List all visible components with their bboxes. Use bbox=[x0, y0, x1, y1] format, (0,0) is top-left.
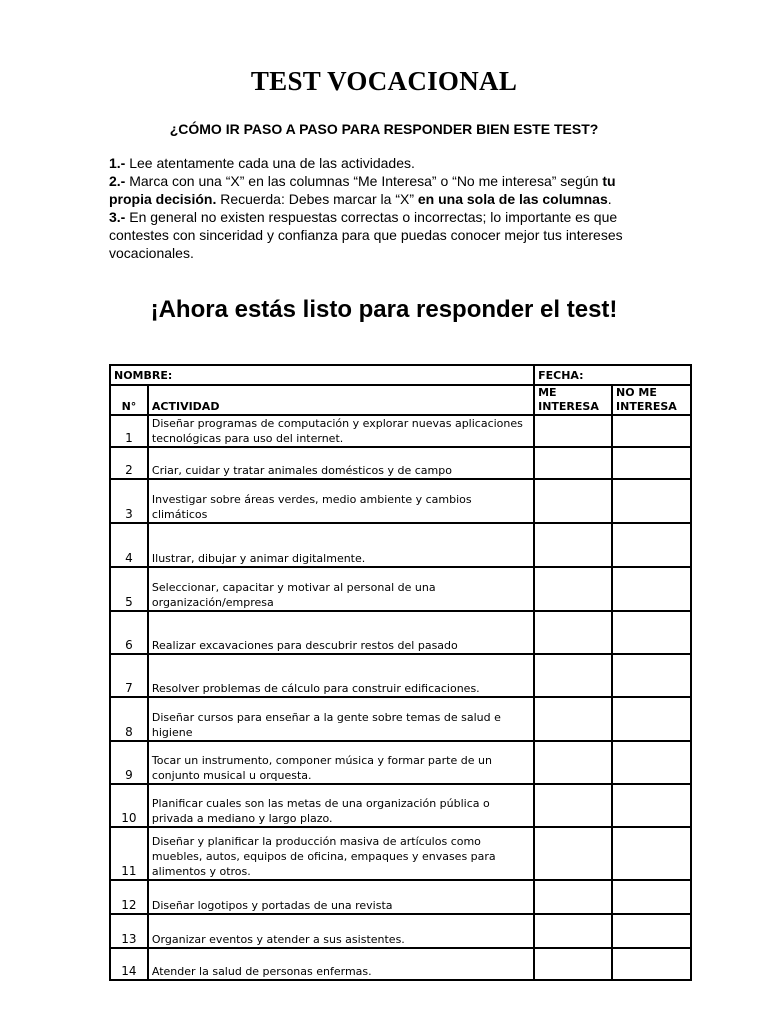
row-activity: Ilustrar, dibujar y animar digitalmente. bbox=[148, 523, 534, 567]
table-row bbox=[110, 784, 691, 827]
row-number: 5 bbox=[110, 567, 148, 611]
instructions-heading: ¿CÓMO IR PASO A PASO PARA RESPONDER BIEN ESTE TEST? bbox=[169, 121, 599, 137]
me-interesa-checkbox-cell[interactable] bbox=[534, 447, 612, 479]
row-activity: Investigar sobre áreas verdes, medio ambiente y cambios climáticos bbox=[148, 479, 534, 523]
document-title: TEST VOCACIONAL bbox=[250, 66, 518, 96]
row-number: 2 bbox=[110, 447, 148, 479]
me-interesa-checkbox-cell[interactable] bbox=[534, 827, 612, 880]
instruction-step-2 bbox=[109, 172, 661, 208]
instructions-block bbox=[109, 154, 661, 262]
no-me-interesa-checkbox-cell[interactable] bbox=[612, 654, 691, 697]
row-number: 10 bbox=[110, 784, 148, 827]
me-interesa-checkbox-cell[interactable] bbox=[534, 914, 612, 948]
row-number: 4 bbox=[110, 523, 148, 567]
row-activity: Tocar un instrumento, componer música y formar parte de un conjunto musical u orquesta. bbox=[148, 741, 534, 784]
no-me-interesa-checkbox-cell[interactable] bbox=[612, 948, 691, 980]
instruction-step-1 bbox=[109, 154, 661, 172]
row-activity: Planificar cuales son las metas de una organización pública o privada a mediano y largo plazo. bbox=[148, 784, 534, 827]
row-activity: Diseñar cursos para enseñar a la gente sobre temas de salud e higiene bbox=[148, 697, 534, 741]
table-row bbox=[110, 697, 691, 741]
no-me-interesa-checkbox-cell[interactable] bbox=[612, 611, 691, 654]
table-row bbox=[110, 447, 691, 479]
column-header-me-interesa: ME INTERESA bbox=[534, 385, 612, 415]
step-3-text: En general no existen respuestas correctas o incorrectas; lo importante es que contestes con sinceridad y confianza para que puedas conocer mejor tus intereses vocacionales. bbox=[109, 209, 623, 261]
me-interesa-checkbox-cell[interactable] bbox=[534, 948, 612, 980]
row-activity: Diseñar y planificar la producción masiva de artículos como muebles, autos, equipos de oficina, empaques y envases para alimentos y otros. bbox=[148, 827, 534, 880]
me-interesa-checkbox-cell[interactable] bbox=[534, 880, 612, 914]
step-1-text: Lee atentamente cada una de las actividades. bbox=[129, 155, 415, 171]
table-row bbox=[110, 415, 691, 447]
table-header-name-row bbox=[110, 365, 691, 385]
row-number: 14 bbox=[110, 948, 148, 980]
no-me-interesa-checkbox-cell[interactable] bbox=[612, 447, 691, 479]
table-row bbox=[110, 741, 691, 784]
step-2-text-c: . bbox=[607, 191, 612, 207]
table-row bbox=[110, 827, 691, 880]
column-header-actividad: ACTIVIDAD bbox=[148, 385, 534, 415]
row-number: 8 bbox=[110, 697, 148, 741]
table-row bbox=[110, 523, 691, 567]
row-number: 6 bbox=[110, 611, 148, 654]
step-2-bold-a: tu propia decisión. bbox=[109, 173, 616, 207]
row-number: 12 bbox=[110, 880, 148, 914]
me-interesa-checkbox-cell[interactable] bbox=[534, 479, 612, 523]
table-row bbox=[110, 611, 691, 654]
table-row bbox=[110, 479, 691, 523]
column-header-no-me-interesa: NO ME INTERESA bbox=[612, 385, 691, 415]
table-row bbox=[110, 880, 691, 914]
fecha-label: FECHA: bbox=[538, 368, 584, 382]
no-me-interesa-checkbox-cell[interactable] bbox=[612, 567, 691, 611]
row-activity: Resolver problemas de cálculo para construir edificaciones. bbox=[148, 654, 534, 697]
me-interesa-checkbox-cell[interactable] bbox=[534, 741, 612, 784]
row-activity: Atender la salud de personas enfermas. bbox=[148, 948, 534, 980]
me-interesa-checkbox-cell[interactable] bbox=[534, 697, 612, 741]
row-activity: Diseñar programas de computación y explorar nuevas aplicaciones tecnológicas para uso del internet. bbox=[148, 415, 534, 447]
table-row bbox=[110, 567, 691, 611]
me-interesa-checkbox-cell[interactable] bbox=[534, 415, 612, 447]
no-me-interesa-checkbox-cell[interactable] bbox=[612, 784, 691, 827]
nombre-field[interactable] bbox=[110, 365, 534, 385]
me-interesa-checkbox-cell[interactable] bbox=[534, 567, 612, 611]
me-interesa-checkbox-cell[interactable] bbox=[534, 611, 612, 654]
row-number: 11 bbox=[110, 827, 148, 880]
row-number: 7 bbox=[110, 654, 148, 697]
row-number: 1 bbox=[110, 415, 148, 447]
no-me-interesa-checkbox-cell[interactable] bbox=[612, 479, 691, 523]
me-interesa-checkbox-cell[interactable] bbox=[534, 784, 612, 827]
row-activity: Diseñar logotipos y portadas de una revista bbox=[148, 880, 534, 914]
no-me-interesa-checkbox-cell[interactable] bbox=[612, 827, 691, 880]
row-number: 3 bbox=[110, 479, 148, 523]
table-row bbox=[110, 914, 691, 948]
no-me-interesa-checkbox-cell[interactable] bbox=[612, 415, 691, 447]
fecha-field[interactable] bbox=[534, 365, 691, 385]
me-interesa-checkbox-cell[interactable] bbox=[534, 523, 612, 567]
no-me-interesa-checkbox-cell[interactable] bbox=[612, 523, 691, 567]
step-2-text-a: Marca con una “X” en las columnas “Me Interesa” o “No me interesa” según bbox=[129, 173, 599, 189]
row-number: 13 bbox=[110, 914, 148, 948]
step-2-bold-b: en una sola de las columnas bbox=[417, 191, 608, 207]
step-3-number: 3.- bbox=[109, 209, 126, 225]
row-activity: Organizar eventos y atender a sus asistentes. bbox=[148, 914, 534, 948]
table-row bbox=[110, 948, 691, 980]
table-header-columns-row bbox=[110, 385, 691, 415]
row-number: 9 bbox=[110, 741, 148, 784]
row-activity: Seleccionar, capacitar y motivar al personal de una organización/empresa bbox=[148, 567, 534, 611]
step-1-number: 1.- bbox=[109, 155, 126, 171]
nombre-label: NOMBRE: bbox=[114, 368, 173, 382]
step-2-text-b: Recuerda: Debes marcar la “X” bbox=[220, 191, 414, 207]
no-me-interesa-checkbox-cell[interactable] bbox=[612, 697, 691, 741]
table-row bbox=[110, 654, 691, 697]
no-me-interesa-checkbox-cell[interactable] bbox=[612, 880, 691, 914]
step-2-number: 2.- bbox=[109, 173, 126, 189]
row-activity: Realizar excavaciones para descubrir restos del pasado bbox=[148, 611, 534, 654]
instruction-step-3 bbox=[109, 208, 661, 262]
ready-heading: ¡Ahora estás listo para responder el test! bbox=[150, 296, 618, 323]
vocational-test-table bbox=[109, 364, 692, 981]
no-me-interesa-checkbox-cell[interactable] bbox=[612, 741, 691, 784]
row-activity: Criar, cuidar y tratar animales domésticos y de campo bbox=[148, 447, 534, 479]
column-header-num: N° bbox=[110, 385, 148, 415]
no-me-interesa-checkbox-cell[interactable] bbox=[612, 914, 691, 948]
me-interesa-checkbox-cell[interactable] bbox=[534, 654, 612, 697]
